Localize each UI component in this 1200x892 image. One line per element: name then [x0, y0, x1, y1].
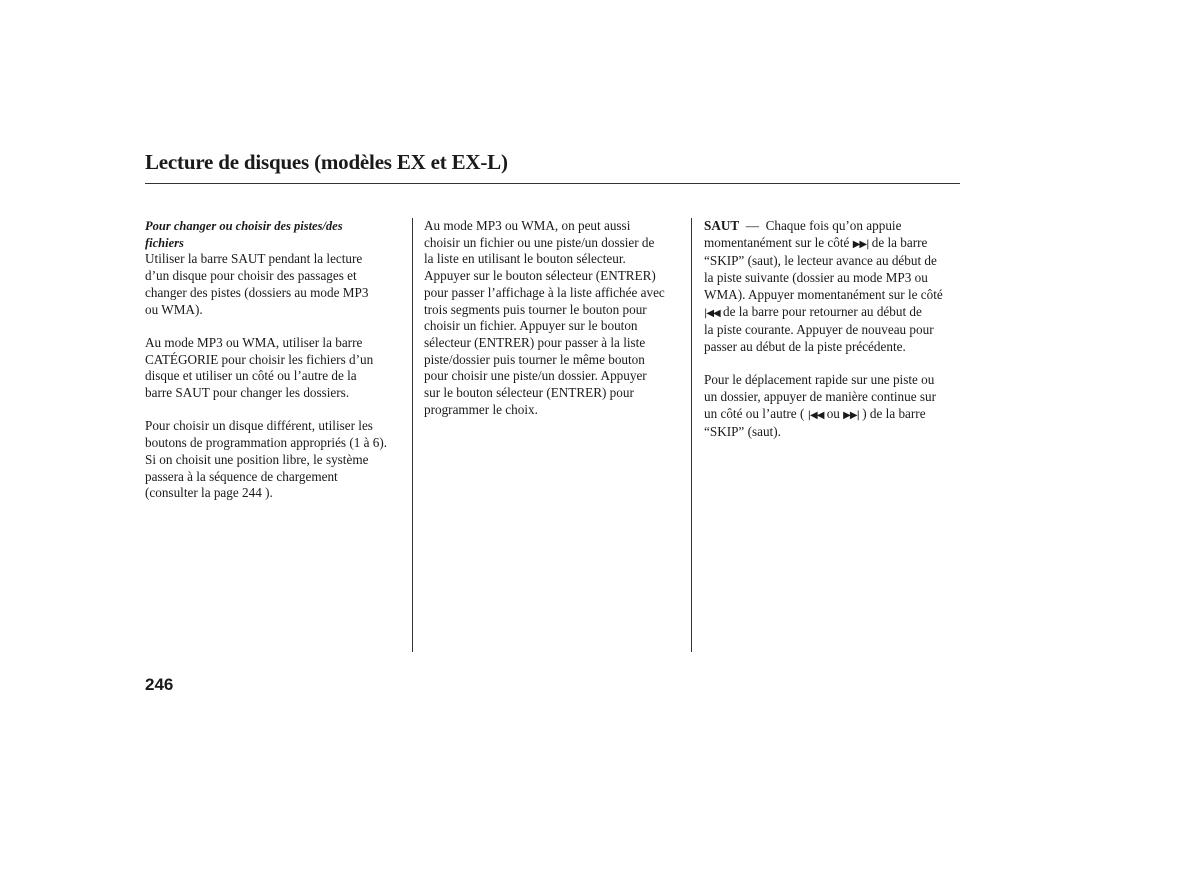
em-dash: — — [745, 218, 759, 233]
paragraph: Pour choisir un disque différent, utiliser les boutons de programmation appropriés (1 à 6). Si on choisit une position libre, le système passera à la séquence de chargement (consulter la page 244 ). — [145, 418, 388, 501]
paragraph: Pour le déplacement rapide sur une piste ou un dossier, appuyer de manière continue sur un côté ou l’autre ( |◀◀ ou ▶▶| ) de la barre “SKIP” (saut). — [704, 372, 937, 440]
section-heading: Pour changer ou choisir des pistes/des fichiers — [145, 219, 343, 250]
column-3 — [704, 218, 962, 458]
skip-forward-icon: ▶▶| — [852, 238, 869, 250]
skip-back-icon: |◀◀ — [807, 409, 824, 421]
paragraph: Au mode MP3 ou WMA, utiliser la barre CATÉGORIE pour choisir les fichiers d’un disque et utiliser un côté ou l’autre de la barre SAUT pour changer les dossiers. — [145, 334, 374, 401]
paragraph: Utiliser la barre SAUT pendant la lecture d’un disque pour choisir des passages et changer des pistes (dossiers au mode MP3 ou WMA). — [145, 251, 369, 317]
page-title: Lecture de disques (modèles EX et EX-L) — [145, 150, 508, 174]
column-1 — [145, 218, 403, 519]
page-number: 246 — [145, 675, 174, 694]
skip-back-icon: |◀◀ — [704, 307, 720, 319]
column-divider-1 — [412, 218, 413, 652]
column-divider-2 — [691, 218, 692, 652]
column-2 — [424, 218, 682, 435]
skip-forward-icon: ▶▶| — [843, 409, 859, 421]
saut-label: SAUT — [704, 218, 740, 233]
title-rule — [145, 183, 960, 184]
paragraph: Au mode MP3 ou WMA, on peut aussi choisir un fichier ou une piste/un dossier de la liste en utilisant le bouton sélecteur. Appuyer sur le bouton sélecteur (ENTRER) pour passer l’affichage à la liste affichée avec trois segments puis tourner le bouton pour choisir un fichier. Appuyer sur le bouton sélecteur (ENTRER) pour passer à la liste piste/dossier puis tourner le même bouton pour choisir une piste/un dossier. Appuyer sur le bouton sélecteur (ENTRER) pour programmer le choix. — [424, 218, 665, 417]
paragraph: SAUT — Chaque fois qu’on appuie momentanément sur le côté ▶▶| de la barre “SKIP” (saut), le lecteur avance au début de la piste suivante (dossier au mode MP3 ou WMA). Appuyer momentanément sur le côté |◀◀ de la barre pour retourner au début de la piste courante. Appuyer de nouveau pour passer au début de la piste précédente. — [704, 218, 943, 354]
